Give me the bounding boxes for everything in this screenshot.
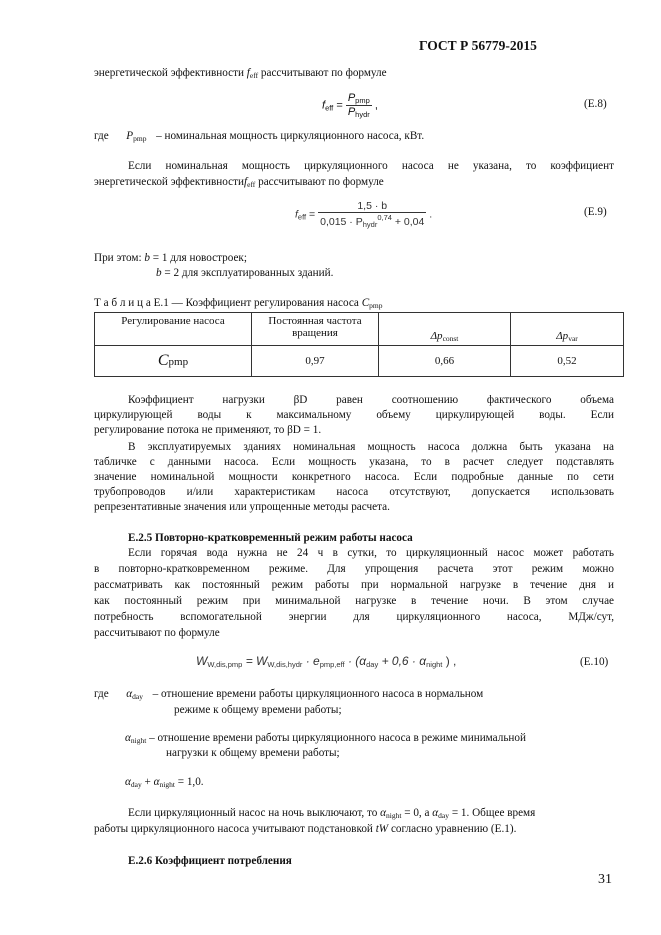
- paragraph-night-off-line1: Если циркуляционный насос на ночь выключают, то $\alpha_{night} = 0$, а $\alpha_{day} = 1$. Общее время: [128, 807, 536, 820]
- document-header: ГОСТ Р 56779-2015: [419, 38, 537, 53]
- paragraph-intermittent-line5: потребность вспомогательной энергии для циркуляционного насоса, МДж/сут,: [94, 611, 614, 623]
- table-row-label: Cpmp: [95, 346, 252, 377]
- table-cell: 0,66: [379, 346, 511, 377]
- table-header-row: [95, 313, 624, 346]
- paragraph-load-line2: циркулирующей воды к максимальному объему циркулирующей воды. Если: [94, 409, 614, 421]
- paragraph-intermittent-line6: рассчитывают по формуле: [94, 627, 220, 639]
- equation-e9: $f_{eff}$ = $\frac{1,5 \cdot b}{0,015 \cdot P_{hydr}^{0,74} + 0,04}$ .: [295, 200, 433, 229]
- table-header-cell: Регулирование насоса: [95, 313, 252, 346]
- paragraph-existing-line4: трубопроводов и/или характеристикам насоса отсутствуют, допускается использовать: [94, 486, 614, 498]
- section-heading-e25: Е.2.5 Повторно-кратковременный режим работы насоса: [128, 532, 413, 544]
- equation-e8: $f_{eff}$ = $\frac{P_{pmp}}{P_{hydr}}$ ,: [322, 92, 378, 119]
- paragraph-night-off-line2: работы циркуляционного насоса учитывают подстановкой tW согласно уравнению (Е.1).: [94, 823, 517, 835]
- table-caption: Т а б л и ц а Е.1 — Коэффициент регулирования насоса $C_{pmp}$: [94, 297, 383, 310]
- paragraph-intermittent-line3: рассматривать как постоянный режим работы при нормальной нагрузке в течение дня и: [94, 579, 614, 591]
- note-b1: При этом: b = 1 для новостроек;: [94, 252, 247, 264]
- table-header-cell: $\Delta p_{const}$: [379, 313, 511, 346]
- where-alpha-night: $\alpha_{night}$ – отношение времени работы циркуляционного насоса в режиме минимальной: [125, 732, 526, 745]
- paragraph-load-line1: Коэффициент нагрузки βD равен соотношению фактического объема: [128, 394, 614, 406]
- equation-e10: $W_{W,dis,pmp} = W_{W,dis,hydr} \cdot e_{pmp,eff} \cdot (\alpha_{day} + 0,6 \cdot \alpha_{night}$ ) ,: [196, 654, 457, 669]
- paragraph-intermittent-line4: как постоянный режим при минимальной нагрузке в течение ночи. В этом случае: [94, 595, 614, 607]
- where-pmp: где $P_{pmp}$ – номинальная мощность циркуляционного насоса, кВт.: [94, 130, 425, 143]
- pump-regulation-table: [94, 312, 624, 377]
- table-header-cell: $\Delta p_{var}$: [511, 313, 624, 346]
- paragraph-intermittent-line1: Если горячая вода нужна не 24 ч в сутки, то циркуляционный насос может работать: [128, 547, 614, 559]
- fraction: $\frac{P_{pmp}}{P_{hydr}}$: [347, 92, 370, 119]
- page-number: 31: [598, 872, 612, 887]
- table-cell: 0,97: [252, 346, 379, 377]
- where-alpha-day: где $\alpha_{day}$ – отношение времени работы циркуляционного насоса в нормальном: [94, 688, 484, 701]
- table-header-cell: Постоянная частота вращения: [252, 313, 379, 346]
- table-row: [95, 346, 624, 377]
- paragraph-existing-line2: табличке с данными насоса. Если мощность указана, то в расчет следует подставлять: [94, 456, 614, 468]
- fraction: $\frac{1,5 \cdot b}{0,015 \cdot P_{hydr}^{0,74} + 0,04}$: [320, 200, 425, 229]
- where-alpha-night-line2: нагрузки к общему времени работы;: [166, 747, 340, 759]
- where-alpha-day-line2: режиме к общему времени работы;: [174, 704, 342, 716]
- equation-number-e10: (Е.10): [580, 656, 609, 668]
- alpha-sum: $\alpha_{day} + \alpha_{night} = 1,0$.: [125, 776, 204, 789]
- paragraph-existing-line1: В эксплуатируемых зданиях номинальная мощность насоса должна быть указана на: [128, 441, 614, 453]
- paragraph-intermittent-line2: в повторно-кратковременном режиме. Для упрощения расчета этот режим можно: [94, 563, 614, 575]
- equation-number-e8: (Е.8): [584, 98, 607, 110]
- paragraph-existing-line3: значение номинальной мощности конкретного насоса. Если подробные данные по сети: [94, 471, 614, 483]
- paragraph-load-line3: регулирование потока не применяют, то βD = 1.: [94, 424, 322, 436]
- table-cell: 0,52: [511, 346, 624, 377]
- note-b2: b = 2 для эксплуатированных зданий.: [156, 267, 334, 279]
- paragraph-intro: энергетической эффективности $f_{eff}$ рассчитывают по формуле: [94, 67, 387, 80]
- paragraph-no-power-line2: энергетической эффективностиf$_{eff}$ рассчитывают по формуле: [94, 176, 384, 189]
- section-heading-e26: Е.2.6 Коэффициент потребления: [128, 855, 292, 867]
- paragraph-existing-line5: репрезентативные значения или упрощенные методы расчета.: [94, 501, 390, 513]
- equation-number-e9: (Е.9): [584, 206, 607, 218]
- paragraph-no-power: Если номинальная мощность циркуляционного насоса не указана, то коэффициент: [128, 160, 614, 172]
